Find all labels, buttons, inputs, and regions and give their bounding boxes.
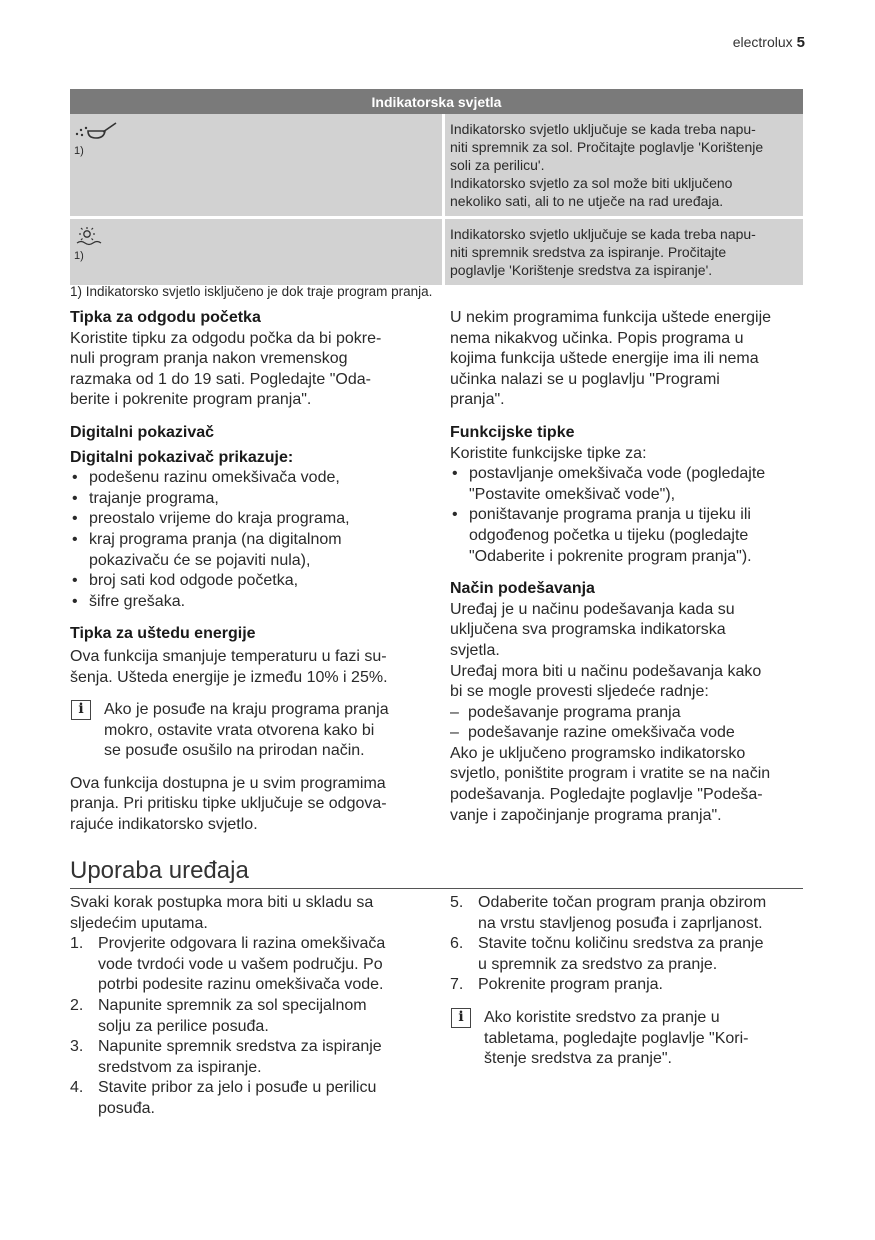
usage-left-column: [70, 893, 442, 1120]
text-line: Svaki korak postupka mora biti u skladu sa: [70, 894, 374, 911]
list-item: 3. Napunite spremnik sredstva za ispiranje sredstvom za ispiranje.: [70, 1038, 382, 1076]
text-line: nuli program pranja nakon vremenskog: [70, 350, 348, 368]
list-item: • šifre grešaka.: [70, 592, 442, 613]
text-line: tabletama, pogledajte poglavlje "Kori-: [484, 1029, 749, 1047]
text-line: Ako je uključeno programsko indikatorsko: [450, 744, 746, 762]
text-line: rajuće indikatorsko svjetlo.: [70, 816, 258, 834]
text-line: niti spremnik za sol. Pročitajte poglavlje 'Korištenje: [450, 139, 764, 155]
text-line: Koristite tipku za odgodu počka da bi pokre-: [70, 329, 382, 347]
text-line: uključena sva programska indikatorska: [450, 621, 726, 639]
list-item: 4. Stavite pribor za jelo i posuđe u perilicu posuđa.: [70, 1079, 377, 1117]
brand-name: electrolux: [732, 34, 793, 50]
text-line: sljedećim uputama.: [70, 914, 208, 932]
list-item: • trajanje programa,: [70, 489, 442, 510]
text-line: Indikatorsko svjetlo uključuje se kada treba napu-: [450, 121, 756, 137]
list-item: • podešenu razinu omekšivača vode,: [70, 468, 442, 489]
list-item: • preostalo vrijeme do kraja programa,: [70, 509, 442, 530]
text-line: svjetla.: [450, 641, 500, 659]
text-line: Koristite funkcijske tipke za:: [450, 444, 647, 462]
text-line: mokro, ostavite vrata otvorena kako bi: [104, 721, 375, 739]
indicator-symbol-cell: [70, 218, 444, 286]
indicator-description: [444, 218, 804, 286]
text-line: nema nikakvog učinka. Popis programa u: [450, 329, 744, 347]
display-list: [70, 468, 442, 612]
text-line: vanje i započinjanje programa pranja".: [450, 806, 722, 824]
info-icon: i: [451, 1008, 471, 1028]
text-line: učinka nalazi se u poglavlju "Programi: [450, 370, 720, 388]
list-item: 5. Odaberite točan program pranja obzirom na vrstu stavljenog posuđa i zaprljanost.: [450, 894, 767, 932]
usage-steps-list: [450, 893, 805, 996]
text-line: se posuđe osušilo na prirodan način.: [104, 742, 365, 760]
indicator-description: [444, 114, 804, 218]
list-item: 7. Pokrenite program pranja.: [450, 976, 663, 994]
right-column: [450, 308, 805, 826]
text-line: Indikatorsko svjetlo uključuje se kada treba napu-: [450, 226, 756, 242]
table-row: [70, 218, 803, 286]
salt-indicator-icon: [74, 121, 438, 143]
text-line: Ova funkcija dostupna je u svim programima: [70, 774, 386, 792]
text-line: soli za perilicu'.: [450, 157, 545, 173]
usage-steps-list: [70, 934, 442, 1119]
usage-right-column: [450, 893, 805, 1070]
text-line: Uređaj mora biti u načinu podešavanja kako: [450, 662, 762, 680]
list-item: – podešavanje programa pranja: [450, 703, 805, 724]
list-item: • postavljanje omekšivača vode (pogledajte "Postavite omekšivač vode"),: [450, 464, 805, 505]
function-list: [450, 464, 805, 567]
page-header: [733, 34, 805, 51]
text-line: kojima funkcija uštede energije ima ili nema: [450, 350, 759, 368]
text-line: Ako koristite sredstvo za pranje u: [484, 1008, 720, 1026]
text-line: svjetlo, poništite program i vratite se na način: [450, 765, 771, 783]
text-line: šenja. Ušteda energije je između 10% i 25%.: [70, 668, 388, 686]
list-item: • broj sati kod odgode početka,: [70, 571, 442, 592]
text-line: razmaka od 1 do 19 sati. Pogledajte "Oda-: [70, 370, 371, 388]
list-item: – podešavanje razine omekšivača vode: [450, 723, 805, 744]
text-line: bi se mogle provesti sljedeće radnje:: [450, 683, 709, 701]
list-item: • poništavanje programa pranja u tijeku ili odgođenog početka u tijeku (pogledajte "Odaberite i pokrenite program pranja").: [450, 505, 805, 567]
function-buttons-title: Funkcijske tipke: [450, 423, 575, 441]
rinse-aid-indicator-icon: [74, 226, 438, 248]
indicator-symbol-cell: [70, 114, 444, 218]
page-number: 5: [796, 34, 805, 51]
list-item: • kraj programa pranja (na digitalnom pokazivaču će se pojaviti nula),: [70, 530, 442, 571]
text-line: berite i pokrenite program pranja".: [70, 391, 312, 409]
text-line: Indikatorsko svjetlo za sol može biti uključeno: [450, 175, 733, 191]
text-line: štenje sredstva za pranje".: [484, 1050, 672, 1068]
table-row: [70, 114, 803, 218]
text-line: pranja. Pri pritisku tipke uključuje se odgova-: [70, 795, 387, 813]
list-item: 6. Stavite točnu količinu sredstva za pranje u spremnik za sredstvo za pranje.: [450, 935, 764, 973]
text-line: nekoliko sati, ali to ne utječe na rad uređaja.: [450, 193, 724, 209]
text-line: U nekim programima funkcija uštede energije: [450, 309, 772, 326]
setting-mode-title: Način podešavanja: [450, 580, 595, 598]
usage-section-title: Uporaba uređaja: [70, 856, 803, 889]
digital-display-subtitle: Digitalni pokazivač prikazuje:: [70, 448, 294, 466]
digital-display-title: Digitalni pokazivač: [70, 423, 215, 441]
table-footnote: 1) Indikatorsko svjetlo isključeno je dok traje program pranja.: [70, 284, 433, 299]
text-line: podešavanja. Pogledajte poglavlje "Podeša-: [450, 786, 763, 804]
list-item: 2. Napunite spremnik za sol specijalnom solju za perilice posuđa.: [70, 996, 367, 1035]
info-note: [70, 700, 442, 762]
text-line: poglavlje 'Korištenje sredstva za ispiranje'.: [450, 262, 713, 278]
info-note: [450, 1008, 805, 1070]
left-column: [70, 308, 442, 836]
text-line: niti spremnik sredstva za ispiranje. Pročitajte: [450, 244, 727, 260]
footnote-mark: 1): [74, 250, 84, 262]
setting-actions-list: [450, 703, 805, 744]
text-line: Uređaj je u načinu podešavanja kada su: [450, 600, 735, 618]
text-line: Ova funkcija smanjuje temperaturu u fazi su-: [70, 647, 387, 665]
info-icon: i: [71, 700, 91, 720]
text-line: pranja".: [450, 391, 505, 409]
text-line: Ako je posuđe na kraju programa pranja: [104, 701, 389, 719]
delay-start-title: Tipka za odgodu početka: [70, 309, 261, 326]
energy-saving-title: Tipka za uštedu energije: [70, 625, 256, 643]
indicator-lights-table: [70, 89, 803, 285]
footnote-mark: 1): [74, 145, 84, 157]
indicator-table-title: Indikatorska svjetla: [70, 89, 803, 114]
list-item: 1. Provjerite odgovara li razina omekšivača vode tvrdoći vode u vašem području. Po potrbi podesite razinu omekšivača vode.: [70, 935, 386, 994]
